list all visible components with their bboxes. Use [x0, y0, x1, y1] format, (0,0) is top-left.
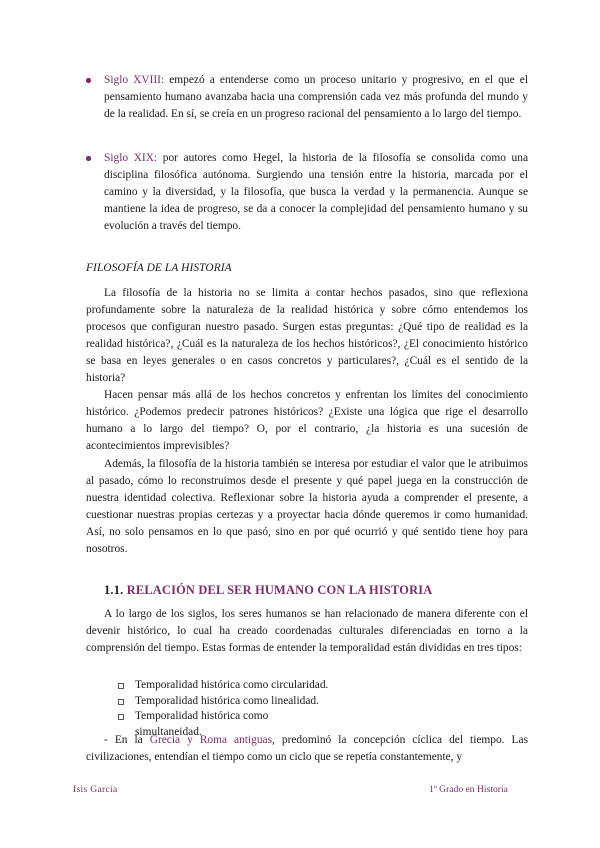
list-item: Temporalidad histórica como linealidad. [117, 694, 337, 710]
section-heading [104, 583, 432, 598]
square-bullet-icon [118, 699, 124, 705]
century-bullet-list [86, 72, 528, 123]
bullet-siglo-xviii [86, 72, 528, 123]
paragraph-2: Hacen pensar más allá de los hechos concretos y enfrentan los límites del conocimiento histórico. ¿Podemos predecir patrones históricos? ¿Existe una lógica que rige el desarrollo humano a lo largo del tiempo? O, por el contrario, ¿la historia es una sucesión de acontecimientos imprevisibles? [86, 389, 528, 452]
bullet-siglo-xix [86, 150, 528, 235]
section-title: FILOSOFÍA DE LA HISTORIA [86, 262, 232, 274]
bullet-dot-icon [86, 156, 91, 161]
paragraph-1: La filosofía de la historia no se limita a contar hechos pasados, sino que reflexiona profundamente sobre la naturaleza de la realidad histórica y sobre cómo entendemos los procesos que configuran nuestro pasado. Surgen estas preguntas: ¿Qué tipo de realidad es la realidad histórica?, ¿Cuál es la naturaleza de los hechos históricos?, ¿El conocimiento histórico se basa en leyes generales o en casos concretos y particulares?, ¿Cuál es el sentido de la historia? [86, 287, 528, 384]
bullet-text: por autores como Hegel, la historia de la filosofía se consolida como una disciplina filosófica autónoma. Surgiendo una tensión entre la historia, marcada por el camino y la diversidad, y la filosofía, que busca la verdad y la permanencia. Aunque se mantiene la idea de progreso, se da a conocer la complejidad del pensamiento humano y su evolución a través del tiempo. [104, 152, 528, 232]
bullet-label: Siglo XIX: [104, 152, 158, 164]
last-paragraph: - En la Grecia y Roma antiguas, predominó la concepción cíclica del tiempo. Las civilizaciones, entendían el tiempo como un ciclo que se repetía constantemente, y [86, 734, 528, 763]
intro-paragraph: A lo largo de los siglos, los seres humanos se han relacionado de manera diferente con el devenir histórico, lo cual ha creado coordenadas culturales diferenciadas en torno a la comprensión del tiempo. Estas formas de entender la temporalidad están divididas en tres tipos: [86, 608, 528, 654]
square-bullet-icon [118, 683, 124, 689]
bullet-text: empezó a entenderse como un proceso unitario y progresivo, en el que el pensamiento humano avanzaba hacia una comprensión cada vez más profunda del mundo y de la realidad. En sí, se creía en un progreso racional del pensamiento a lo largo del tiempo. [104, 74, 529, 120]
footer-author: Isis García [73, 784, 118, 795]
temporality-list [117, 678, 337, 740]
century-bullet-list-2 [86, 150, 528, 235]
list-item: Temporalidad histórica como simultaneidad. [117, 709, 337, 740]
footer-course: 1º Grado en Historia [429, 784, 508, 795]
paragraph-3: Además, la filosofía de la historia también se interesa por estudiar el valor que le atribuimos al pasado, cómo lo reconstruimos desde el presente y qué papel juega en la construcción de nuestra identidad colectiva. Reflexionar sobre la historia ayuda a comprender el presente, a cuestionar nuestras propias certezas y a proyectar hacia dónde queremos ir como humanidad. Así, no solo pensamos en lo que pasó, sino en por qué ocurrió y qué sentido tiene hoy para nosotros. [86, 458, 528, 555]
highlight-text: Grecia y Roma antiguas [149, 734, 273, 746]
list-item: Temporalidad histórica como circularidad. [117, 678, 337, 694]
bullet-dot-icon [86, 78, 91, 83]
heading-number: 1.1. [104, 583, 124, 597]
bullet-label: Siglo XVIII: [104, 74, 165, 86]
square-bullet-icon [118, 714, 124, 720]
heading-text: RELACIÓN DEL SER HUMANO CON LA HISTORIA [126, 583, 433, 597]
